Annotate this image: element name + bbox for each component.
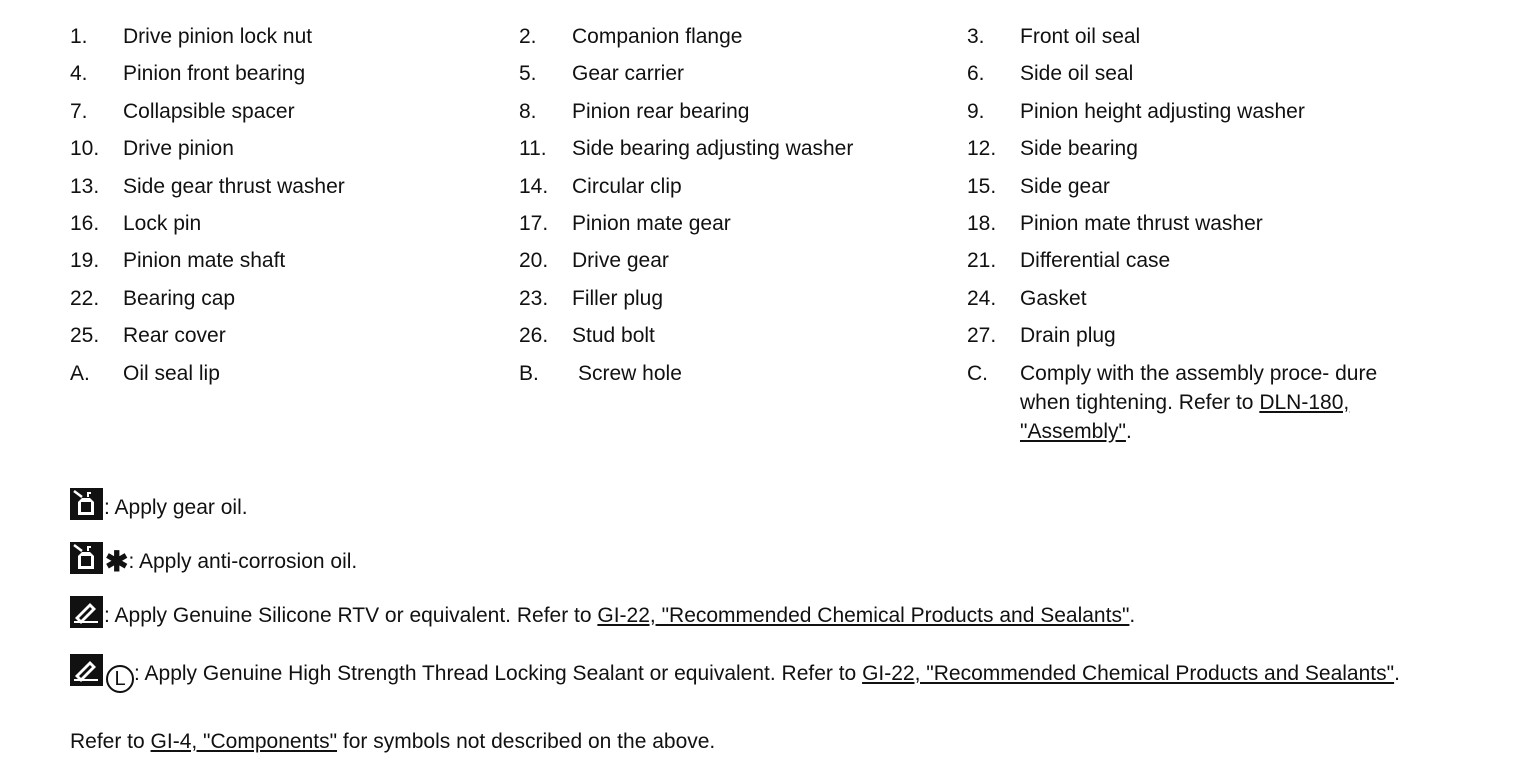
part-name: Pinion front bearing: [123, 62, 306, 86]
part-number: 26.: [519, 324, 549, 348]
part-number: A.: [70, 361, 90, 385]
part-number: B.: [519, 361, 539, 385]
part-number: 21.: [967, 249, 997, 273]
part-number: 25.: [70, 324, 100, 348]
sealant-tube-icon: [70, 654, 103, 686]
part-number: 10.: [70, 137, 100, 161]
part-row: [70, 284, 1490, 321]
part-number: 19.: [70, 249, 100, 273]
part-number: 23.: [519, 286, 549, 310]
part-row: [70, 321, 1490, 358]
part-row: [70, 22, 1490, 59]
legend-text: : Apply anti-corrosion oil.: [128, 550, 358, 573]
part-name: Oil seal lip: [123, 361, 220, 385]
part-name: Gear carrier: [572, 62, 685, 86]
legend-text: Refer to: [70, 730, 151, 753]
part-name: Drive gear: [572, 249, 669, 273]
part-name: Companion flange: [572, 25, 743, 48]
legend-tail: .: [1394, 662, 1400, 685]
part-name: Pinion mate shaft: [123, 249, 286, 273]
legend-text: : Apply Genuine Silicone RTV or equivalent. Refer to: [104, 604, 598, 627]
part-number: 17.: [519, 211, 549, 235]
legend-thread-lock: [70, 654, 1410, 693]
part-name: Side bearing: [1020, 137, 1138, 161]
part-number: 8.: [519, 99, 537, 123]
part-number: 1.: [70, 25, 88, 48]
part-row: [70, 97, 1490, 134]
part-name: Pinion mate gear: [572, 211, 731, 235]
legend-text: : Apply gear oil.: [104, 496, 248, 519]
legend-gear-oil: [70, 488, 248, 523]
gi-4-link[interactable]: GI-4, "Components": [150, 730, 338, 753]
note-text: Comply with the assembly proce- dure when tightening. Refer to: [1020, 361, 1378, 414]
part-row: [70, 209, 1490, 246]
part-name: Rear cover: [123, 324, 226, 348]
part-name: Gasket: [1020, 286, 1087, 310]
note-tail: .: [1125, 419, 1132, 443]
part-number: 22.: [70, 286, 100, 310]
part-name: Side bearing adjusting washer: [572, 137, 854, 161]
legend-text: : Apply Genuine High Strength Thread Locking Sealant or equivalent. Refer to: [134, 662, 863, 685]
part-name: Front oil seal: [1020, 25, 1141, 48]
part-row: [70, 172, 1490, 209]
part-row: [70, 134, 1490, 171]
part-number: 6.: [967, 62, 985, 86]
part-name: Collapsible spacer: [123, 99, 295, 123]
part-name: Side gear: [1020, 174, 1110, 198]
oil-can-icon: [70, 488, 103, 520]
part-number: 15.: [967, 174, 997, 198]
dln-180-link[interactable]: DLN-180, "Assembly": [1020, 390, 1350, 443]
legend-anti-corrosion: [70, 542, 357, 577]
part-number: C.: [967, 361, 988, 385]
part-number: 5.: [519, 62, 537, 86]
part-name: Drive pinion: [123, 137, 234, 161]
oil-can-star-icon: [70, 542, 103, 574]
part-number: 11.: [519, 137, 547, 161]
part-number: 24.: [967, 286, 997, 310]
legend-refer: [70, 727, 715, 757]
circle-l-icon: L: [106, 665, 134, 693]
part-name: Screw hole: [578, 361, 682, 385]
part-note: [1020, 359, 1410, 446]
part-number: 13.: [70, 174, 100, 198]
part-row: [70, 246, 1490, 283]
parts-grid: [70, 22, 1490, 443]
part-name: Drive pinion lock nut: [123, 25, 313, 48]
part-name: Pinion height adjusting washer: [1020, 99, 1305, 123]
legend-silicone: [70, 596, 1135, 631]
part-name: Pinion mate thrust washer: [1020, 211, 1263, 235]
sealant-tube-icon: [70, 596, 103, 628]
legend-tail: .: [1129, 604, 1136, 627]
part-number: 2.: [519, 25, 537, 48]
part-number: 4.: [70, 62, 88, 86]
part-name: Stud bolt: [572, 324, 655, 348]
part-name: Filler plug: [572, 286, 664, 310]
gi-22-link[interactable]: GI-22, "Recommended Chemical Products and Sealants": [862, 662, 1395, 685]
part-name: Side gear thrust washer: [123, 174, 345, 198]
part-row: [70, 59, 1490, 96]
part-number: 3.: [967, 25, 985, 48]
asterisk-icon: ✱: [105, 546, 129, 577]
legend-tail: for symbols not described on the above.: [337, 730, 716, 753]
part-number: 9.: [967, 99, 985, 123]
part-number: 12.: [967, 137, 997, 161]
part-number: 27.: [967, 324, 997, 348]
part-name: Pinion rear bearing: [572, 99, 750, 123]
part-number: 16.: [70, 211, 100, 235]
part-name: Lock pin: [123, 211, 202, 235]
part-name: Circular clip: [572, 174, 682, 198]
part-number: 7.: [70, 99, 88, 123]
part-number: 14.: [519, 174, 549, 198]
part-name: Side oil seal: [1020, 62, 1134, 86]
part-name: Drain plug: [1020, 324, 1116, 348]
part-number: 20.: [519, 249, 549, 273]
part-name: Bearing cap: [123, 286, 236, 310]
part-number: 18.: [967, 211, 997, 235]
part-name: Differential case: [1020, 249, 1171, 273]
gi-22-link[interactable]: GI-22, "Recommended Chemical Products and Sealants": [597, 604, 1130, 627]
